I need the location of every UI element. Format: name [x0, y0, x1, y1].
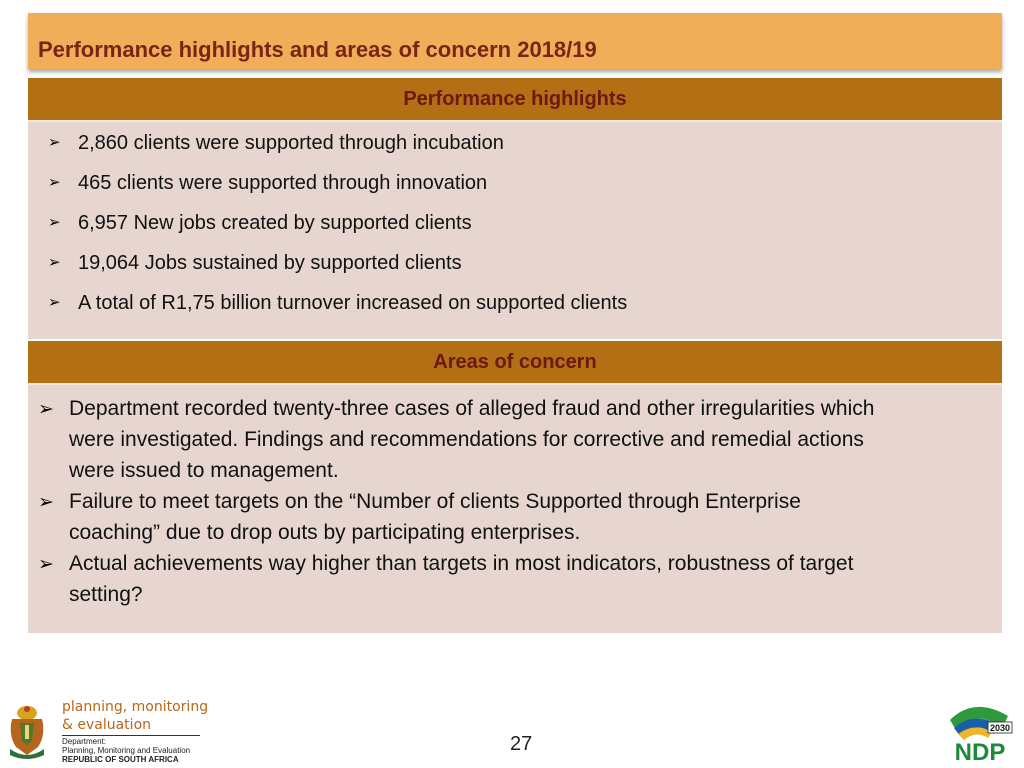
concern-line: coaching” due to drop outs by participating enterprises. [69, 521, 581, 544]
ndp-logo-icon [944, 698, 1014, 762]
list-item [38, 548, 982, 610]
dpme-logo [4, 697, 209, 765]
arrow-bullet-icon: ➢ [48, 254, 61, 271]
page-title: Performance highlights and areas of concern 2018/19 [38, 37, 597, 62]
concern-line: Actual achievements way higher than targets in most indicators, robustness of target [69, 552, 854, 575]
arrow-bullet-icon: ➢ [48, 134, 61, 151]
concerns-list [38, 393, 982, 610]
list-item [46, 170, 1002, 210]
highlights-body [28, 122, 1002, 339]
country-name: REPUBLIC OF SOUTH AFRICA [62, 755, 179, 764]
list-item [38, 393, 982, 486]
highlight-text: 465 clients were supported through innovation [78, 172, 488, 194]
arrow-bullet-icon: ➢ [38, 492, 54, 513]
brand-line: planning, monitoring [62, 699, 209, 715]
list-item [46, 250, 1002, 290]
department-name: Planning, Monitoring and Evaluation [62, 746, 191, 755]
concern-line: were investigated. Findings and recommendations for corrective and remedial actions [69, 428, 864, 451]
divider [62, 735, 200, 736]
title-bar [28, 13, 1002, 69]
concerns-body [28, 385, 1002, 633]
highlight-text: 2,860 clients were supported through incubation [78, 132, 504, 154]
ndp-year: 2030 [989, 723, 1011, 733]
concerns-header: Areas of concern [28, 341, 1002, 385]
department-label: Department: [62, 737, 107, 746]
list-item [38, 486, 982, 548]
concern-line: setting? [69, 583, 143, 606]
arrow-bullet-icon: ➢ [48, 174, 61, 191]
highlight-text: A total of R1,75 billion turnover increased on supported clients [78, 292, 628, 314]
brand-line: & evaluation [62, 717, 152, 733]
arrow-bullet-icon: ➢ [38, 554, 54, 575]
arrow-bullet-icon: ➢ [48, 294, 61, 311]
highlight-text: 19,064 Jobs sustained by supported clients [78, 252, 462, 274]
arrow-bullet-icon: ➢ [48, 214, 61, 231]
list-item [46, 130, 1002, 170]
concern-line: Department recorded twenty-three cases of alleged fraud and other irregularities which [69, 397, 875, 420]
concern-line: Failure to meet targets on the “Number of clients Supported through Enterprise [69, 490, 801, 513]
page-number: 27 [510, 733, 533, 755]
list-item [46, 210, 1002, 250]
concern-line: were issued to management. [69, 459, 339, 482]
arrow-bullet-icon: ➢ [38, 399, 54, 420]
ndp-text: NDP [954, 739, 1006, 762]
highlights-header: Performance highlights [28, 78, 1002, 122]
coat-of-arms-icon [4, 699, 50, 761]
list-item [46, 290, 1002, 330]
highlight-text: 6,957 New jobs created by supported clients [78, 212, 472, 234]
highlights-list [46, 130, 1002, 330]
